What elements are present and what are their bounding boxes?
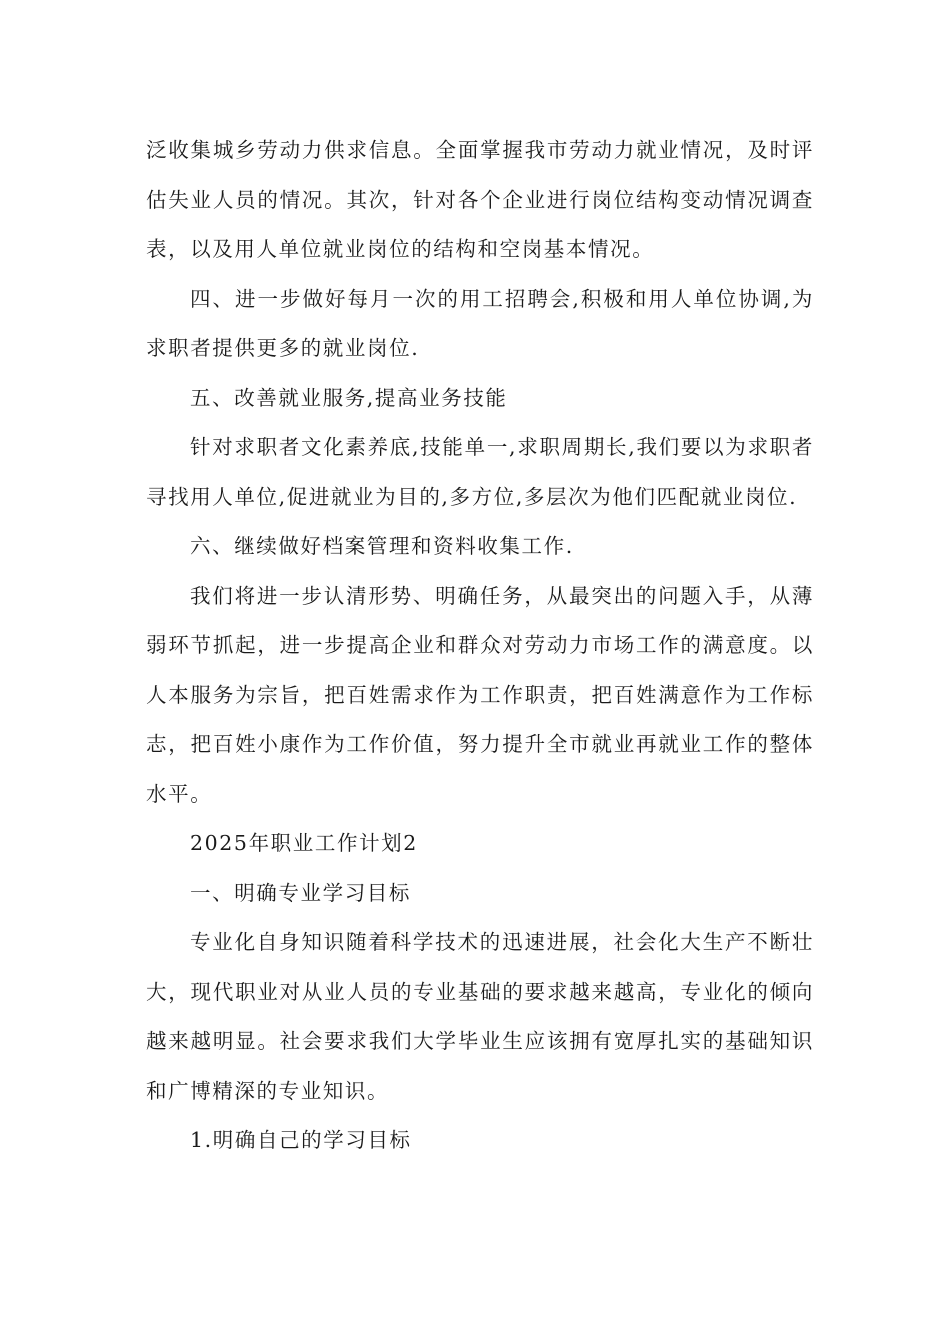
document-body bbox=[146, 126, 814, 1166]
paragraph-continuation: 泛收集城乡劳动力供求信息。全面掌握我市劳动力就业情况，及时评估失业人员的情况。其次，针对各个企业进行岗位结构变动情况调查表，以及用人单位就业岗位的结构和空岗基本情况。 bbox=[146, 138, 814, 261]
paragraph-item-five-body: 针对求职者文化素养底,技能单一,求职周期长,我们要以为求职者寻找用人单位,促进就业为目的,多方位,多层次为他们匹配就业岗位. bbox=[146, 435, 814, 509]
paragraph-conclusion: 我们将进一步认清形势、明确任务，从最突出的问题入手，从薄弱环节抓起，进一步提高企业和群众对劳动力市场工作的满意度。以人本服务为宗旨，把百姓需求作为工作职责，把百姓满意作为工作标志，把百姓小康作为工作价值，努力提升全市就业再就业工作的整体水平。 bbox=[146, 583, 814, 806]
paragraph-item-four: 四、进一步做好每月一次的用工招聘会,积极和用人单位协调,为求职者提供更多的就业岗位. bbox=[146, 286, 814, 360]
paragraph-heading-one-body: 专业化自身知识随着科学技术的迅速进展，社会化大生产不断壮大，现代职业对从业人员的专业基础的要求越来越高，专业化的倾向越来越明显。社会要求我们大学毕业生应该拥有宽厚扎实的基础知识和广博精深的专业知识。 bbox=[146, 930, 814, 1103]
subheading-one: 1.明确自己的学习目标 bbox=[190, 1128, 412, 1152]
paragraph-item-six: 六、继续做好档案管理和资料收集工作. bbox=[190, 534, 574, 558]
section-title: 2025年职业工作计划2 bbox=[190, 831, 418, 855]
paragraph-item-five-heading: 五、改善就业服务,提高业务技能 bbox=[190, 385, 508, 410]
heading-one: 一、明确专业学习目标 bbox=[190, 880, 411, 905]
